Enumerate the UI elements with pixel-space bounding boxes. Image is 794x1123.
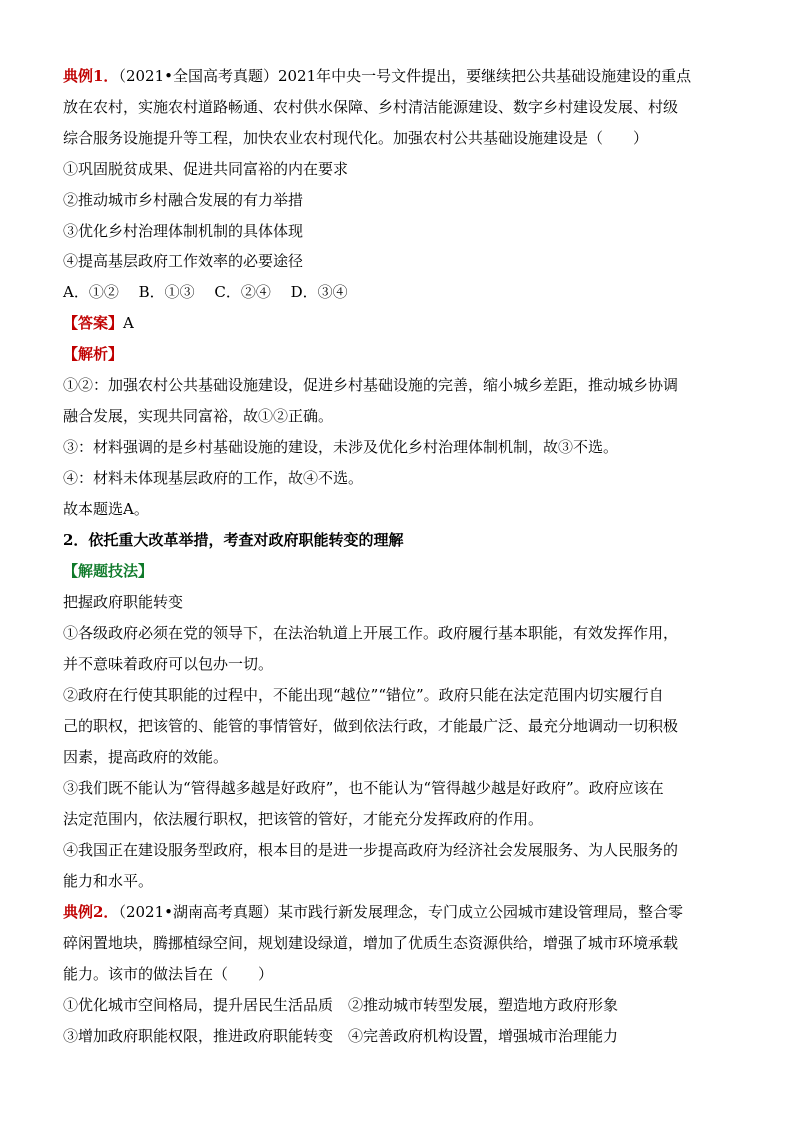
example1-option-2: ②推动城市乡村融合发展的有力举措 <box>63 191 304 209</box>
tip-label: 【解题技法】 <box>63 562 154 580</box>
example1-choices: A．①② B．①③ C．②④ D．③④ <box>63 283 348 301</box>
example1-answer <box>63 313 134 333</box>
analysis-line-3: ③：材料强调的是乡村基础设施的建设，未涉及优化乡村治理体制机制，故③不选。 <box>63 438 619 456</box>
example1-line-2: 放在农村，实施农村道路畅通、农村供水保障、乡村清洁能源建设、数字乡村建设发展、村级 <box>63 98 679 116</box>
section2-line-9: 能力和水平。 <box>63 872 154 890</box>
analysis-line-5: 故本题选A。 <box>63 500 149 518</box>
example1-line-1: 典例1．（2021•全国高考真题）2021年中央一号文件提出，要继续把公共基础设施建设的重点 <box>63 67 692 85</box>
section2-line-7: 法定范围内，依法履行职权，把该管的管好，才能充分发挥政府的作用。 <box>63 810 544 828</box>
section2-line-1: ①各级政府必须在党的领导下，在法治轨道上开展工作。政府履行基本职能，有效发挥作用， <box>63 624 679 642</box>
analysis-line-1: ①②：加强农村公共基础设施建设，促进乡村基础设施的完善，缩小城乡差距，推动城乡协调 <box>63 376 679 394</box>
example1-label: 典例1． <box>63 67 119 85</box>
section2-line-5: 因素，提高政府的效能。 <box>63 748 229 766</box>
answer-label: 【答案】 <box>63 314 124 332</box>
example2-line-3: 能力。该市的做法旨在（ ） <box>63 965 274 983</box>
section2-line-8: ④我国正在建设服务型政府，根本目的是进一步提高政府为经济社会发展服务、为人民服务的 <box>63 841 679 859</box>
example2-label: 典例2． <box>63 903 119 921</box>
analysis-line-2: 融合发展，实现共同富裕，故①②正确。 <box>63 407 334 425</box>
section2-line-4: 己的职权，把该管的、能管的事情管好，做到依法行政，才能最广泛、最充分地调动一切积极 <box>63 717 679 735</box>
example2-line-2: 碎闲置地块，腾挪植绿空间，规划建设绿道，增加了优质生态资源供给，增强了城市环境承载 <box>63 934 679 952</box>
section2-line-3: ②政府在行使其职能的过程中，不能出现“越位”“错位”。政府只能在法定范围内切实履行自 <box>63 686 664 704</box>
example2-options-row-1: ①优化城市空间格局，提升居民生活品质 ②推动城市转型发展，塑造地方政府形象 <box>63 996 619 1014</box>
example1-option-3: ③优化乡村治理体制机制的具体体现 <box>63 222 304 240</box>
analysis-label: 【解析】 <box>63 345 124 363</box>
example2-options-row-2: ③增加政府职能权限，推进政府职能转变 ④完善政府机构设置，增强城市治理能力 <box>63 1027 619 1045</box>
example1-line-3: 综合服务设施提升等工程，加快农业农村现代化。加强农村公共基础设施建设是（ ） <box>63 129 649 147</box>
example2-line-1: 典例2．（2021•湖南高考真题）某市践行新发展理念，专门成立公园城市建设管理局，整合零 <box>63 903 683 921</box>
section2-line-2: 并不意味着政府可以包办一切。 <box>63 655 274 673</box>
analysis-line-4: ④：材料未体现基层政府的工作，故④不选。 <box>63 469 364 487</box>
section2-subtitle: 把握政府职能转变 <box>63 593 184 611</box>
example1-option-1: ①巩固脱贫成果、促进共同富裕的内在要求 <box>63 160 349 178</box>
answer-value: A <box>123 314 134 332</box>
example1-option-4: ④提高基层政府工作效率的必要途径 <box>63 252 304 270</box>
section2-heading: 2．依托重大改革举措，考查对政府职能转变的理解 <box>63 531 404 549</box>
section2-line-6: ③我们既不能认为“管得越多越是好政府”，也不能认为“管得越少越是好政府”。政府应该在 <box>63 779 664 797</box>
